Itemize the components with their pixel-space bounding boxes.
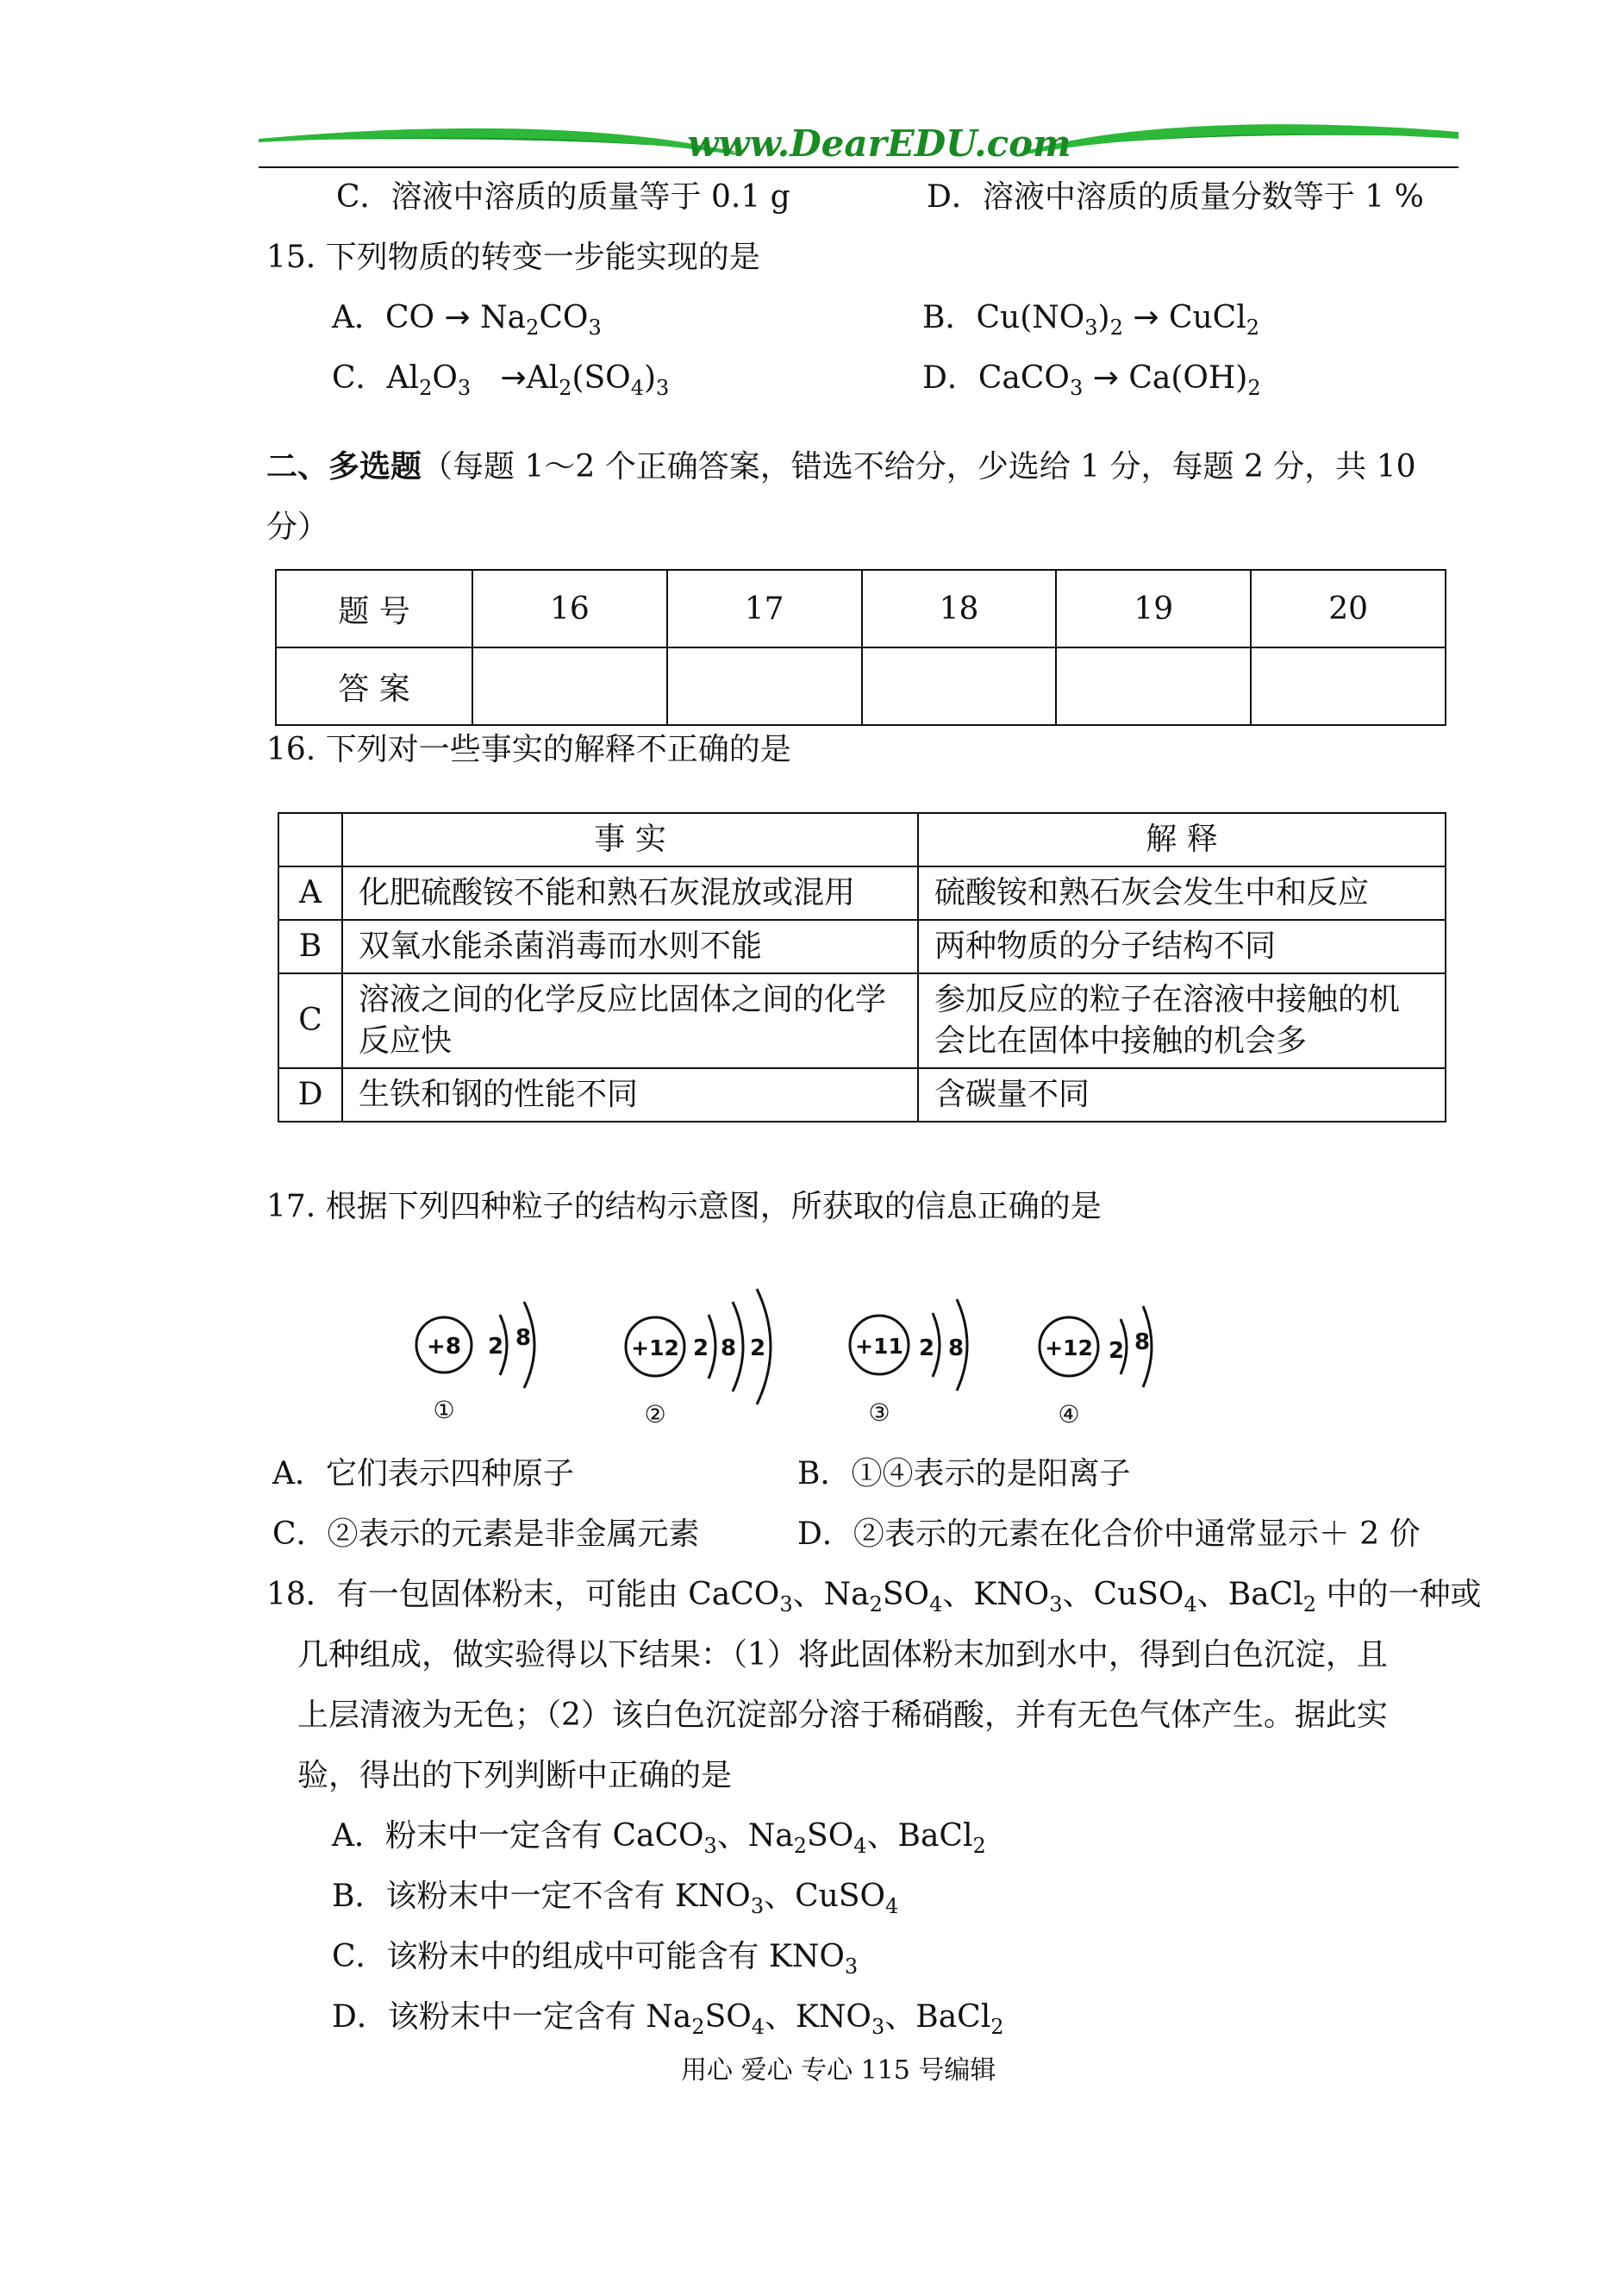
question-number: 17 <box>667 570 862 647</box>
section2-heading-cont: 分） <box>266 510 329 545</box>
q18-line-2: 几种组成，做实验得以下结果：（1）将此固体粉末加到水中，得到白色沉淀，且 <box>297 1637 1388 1673</box>
q17-option-a: A．它们表示四种原子 <box>272 1456 574 1491</box>
header-explanation: 解 释 <box>918 813 1446 866</box>
answer-cell[interactable] <box>1251 647 1446 725</box>
svg-text:+8: +8 <box>427 1334 461 1360</box>
page-footer: 用心 爱心 专心 115 号编辑 <box>681 2055 996 2086</box>
svg-text:④: ④ <box>1058 1400 1080 1427</box>
table-row <box>278 1068 1446 1122</box>
row-key: D <box>278 1068 342 1122</box>
answer-table-row-numbers <box>276 570 1446 647</box>
atom-diagram <box>850 1299 967 1427</box>
q15-option-b: B．$Cu(NO_3)_2$ → CuCl$_2$ <box>922 300 1260 340</box>
header-banner <box>259 116 1458 168</box>
q17-option-c: C．②表示的元素是非金属元素 <box>272 1516 700 1552</box>
q18-line-3: 上层清液为无色；（2）该白色沉淀部分溶于稀硝酸，并有无色气体产生。据此实 <box>297 1698 1388 1733</box>
table-head: 答 案 <box>276 647 472 725</box>
answer-table <box>275 569 1446 726</box>
svg-text:③: ③ <box>868 1398 890 1427</box>
explanation-cell: 参加反应的粒子在溶液中接触的机会比在固体中接触的机会多 <box>918 973 1446 1068</box>
question-number: 16 <box>472 570 667 647</box>
atom-diagram <box>1040 1306 1152 1427</box>
svg-text:8: 8 <box>721 1335 737 1361</box>
svg-text:①: ① <box>433 1396 455 1424</box>
fact-table-header <box>278 813 1446 866</box>
q18-line-1: 18．有一包固体粉末，可能由 CaCO$_3$、$Na_2SO_4$、$KNO_3$、CuSO$_4$、BaCl$_2$ 中的一种或 <box>266 1577 1482 1617</box>
fact-cell: 化肥硫酸铵不能和熟石灰混放或混用 <box>342 866 918 920</box>
row-key: C <box>278 973 342 1068</box>
q18-option-b: B．该粉末中一定不含有 $KNO_3$、CuSO$_4$ <box>332 1879 899 1918</box>
explanation-cell: 两种物质的分子结构不同 <box>918 920 1446 973</box>
q16-stem: 16. 下列对一些事实的解释不正确的是 <box>266 732 791 767</box>
q15-option-c: C．$Al_2O_3$ $\to Al_2(SO_4)_3$ <box>332 360 670 400</box>
answer-cell[interactable] <box>1056 647 1251 725</box>
atom-diagram <box>416 1302 534 1424</box>
svg-text:②: ② <box>644 1400 666 1427</box>
q14-option-c: C．溶液中溶质的质量等于 0.1 g <box>336 179 790 215</box>
q18-option-d: D．该粉末中一定含有 $Na_2SO_4$、$KNO_3$、BaCl$_2$ <box>332 1999 1004 2039</box>
header-rule <box>259 166 1458 168</box>
svg-text:2: 2 <box>488 1334 504 1360</box>
header-fact: 事 实 <box>342 813 918 866</box>
empty-cell <box>278 813 342 866</box>
svg-text:8: 8 <box>515 1325 532 1351</box>
question-number: 20 <box>1251 570 1446 647</box>
svg-text:2: 2 <box>919 1335 935 1361</box>
q17-option-b: B．①④表示的是阳离子 <box>797 1456 1131 1491</box>
svg-text:2: 2 <box>750 1335 766 1361</box>
q15-option-a: A．CO → $Na_2CO_3$ <box>332 300 602 340</box>
q15-option-d: D．CaCO$_3$ → $Ca(OH)_2$ <box>922 360 1261 400</box>
explanation-cell: 硫酸铵和熟石灰会发生中和反应 <box>918 866 1446 920</box>
atom-structure-diagrams <box>405 1280 1164 1427</box>
q14-option-d: D．溶液中溶质的质量分数等于 1 % <box>927 179 1424 215</box>
fact-cell: 生铁和钢的性能不同 <box>342 1068 918 1122</box>
svg-text:+12: +12 <box>631 1335 679 1360</box>
q17-option-d: D．②表示的元素在化合价中通常显示＋ 2 价 <box>797 1516 1421 1552</box>
row-key: B <box>278 920 342 973</box>
explanation-cell: 含碳量不同 <box>918 1068 1446 1122</box>
q17-stem: 17. 根据下列四种粒子的结构示意图，所获取的信息正确的是 <box>266 1189 1102 1224</box>
atom-diagram <box>626 1289 771 1427</box>
site-name: www.DearEDU.com <box>687 122 1071 165</box>
row-key: A <box>278 866 342 920</box>
question-number: 19 <box>1056 570 1251 647</box>
q18-option-c: C．该粉末中的组成中可能含有 $KNO_3$ <box>332 1939 859 1979</box>
section2-heading: 二、多选题（每题 1～2 个正确答案，错选不给分，少选给 1 分，每题 2 分，共 10 <box>266 449 1416 485</box>
table-row <box>278 866 1446 920</box>
q18-option-a: A．粉末中一定含有 CaCO$_3$、$Na_2SO_4$、BaCl$_2$ <box>332 1818 986 1858</box>
table-row <box>278 973 1446 1068</box>
answer-table-row-answers <box>276 647 1446 725</box>
answer-cell[interactable] <box>862 647 1057 725</box>
question-number: 18 <box>862 570 1057 647</box>
answer-cell[interactable] <box>667 647 862 725</box>
svg-text:2: 2 <box>1109 1338 1125 1364</box>
fact-table <box>278 812 1446 1122</box>
table-head: 题 号 <box>276 570 472 647</box>
svg-text:+12: +12 <box>1045 1335 1093 1360</box>
table-row <box>278 920 1446 973</box>
fact-cell: 双氧水能杀菌消毒而水则不能 <box>342 920 918 973</box>
svg-text:8: 8 <box>948 1335 965 1361</box>
svg-text:2: 2 <box>693 1335 709 1361</box>
svg-text:+11: +11 <box>855 1334 903 1359</box>
svg-text:8: 8 <box>1134 1329 1151 1355</box>
q18-line-4: 验，得出的下列判断中正确的是 <box>297 1758 733 1793</box>
answer-cell[interactable] <box>472 647 667 725</box>
fact-cell: 溶液之间的化学反应比固体之间的化学反应快 <box>342 973 918 1068</box>
q15-stem: 15. 下列物质的转变一步能实现的是 <box>266 240 760 275</box>
